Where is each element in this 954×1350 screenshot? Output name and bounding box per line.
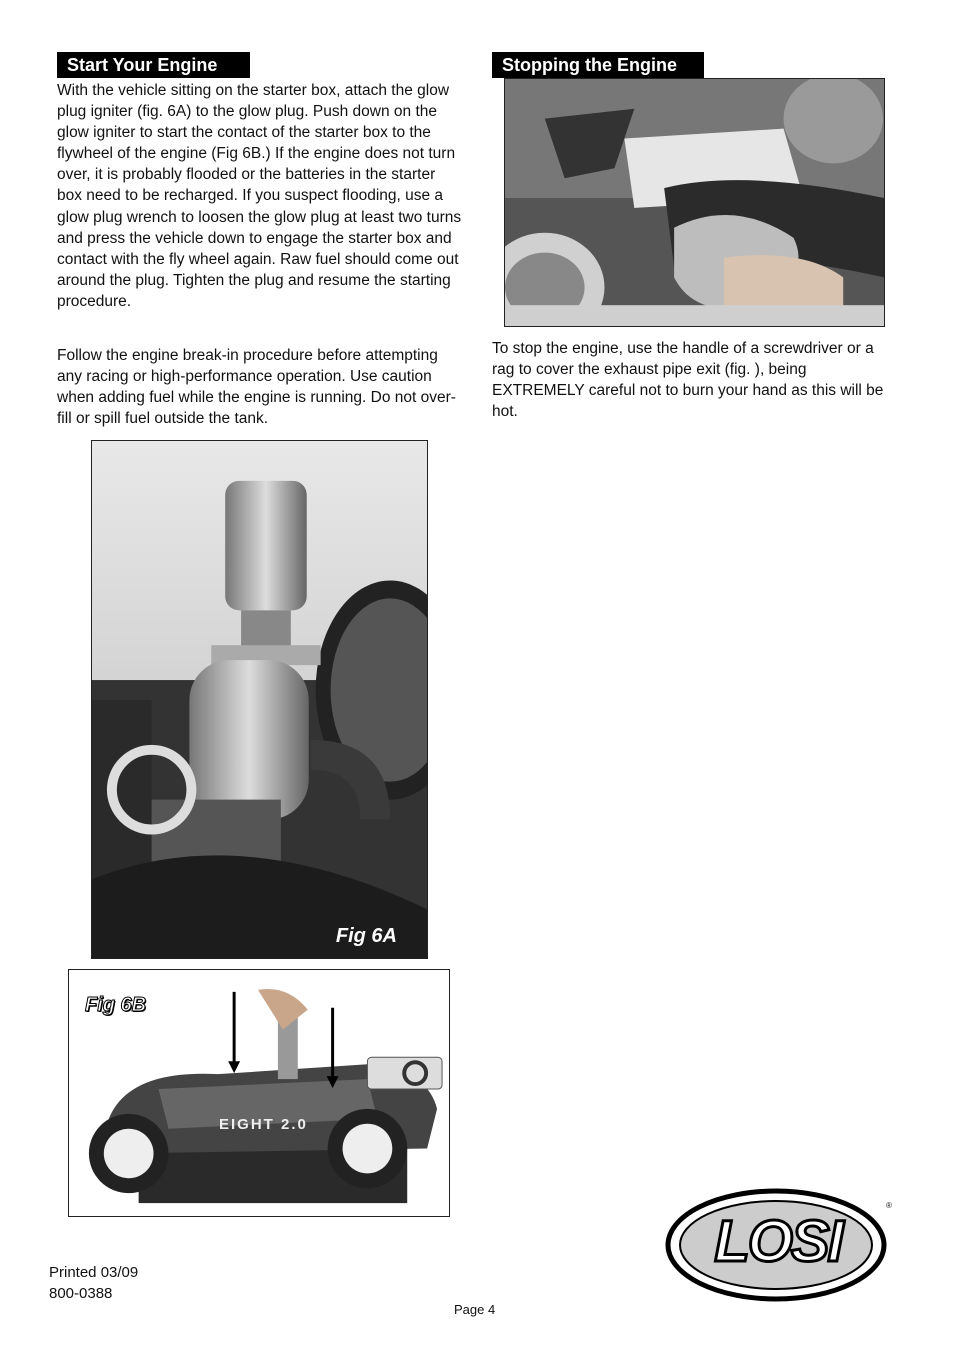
footer-part-number: 800-0388: [49, 1285, 113, 1302]
figure-6a-label: Fig 6A: [335, 925, 397, 947]
footer-printed-date: Printed 03/09: [49, 1264, 139, 1281]
section-heading-stop: Stopping the Engine: [492, 52, 704, 78]
figure-stop-engine-photo: [504, 78, 885, 327]
registered-mark: ®: [886, 1201, 892, 1210]
start-paragraph-2: Follow the engine break-in procedure before attempting any racing or high-performance operation. Use caution when adding fuel while the engine is running. Do not over-fill or spill fuel outside the tank.: [57, 347, 456, 428]
figure-6a-photo: [91, 440, 428, 959]
figure-6b-photo: [68, 969, 450, 1217]
losi-logo: [664, 1185, 894, 1305]
engine-glow-igniter-illustration: [92, 441, 427, 958]
start-paragraph-1: With the vehicle sitting on the starter box, attach the glow plug igniter (fig. 6A) to the glow plug. Push down on the glow igniter to start the contact of the starter box to the flywheel of the engine (Fig 6B.) If the engine does not turn over, it is probably flooded or the batteries in the starter box need to be recharged. If you suspect flooding, use a glow plug wrench to loosen the glow plug at least two turns and press the vehicle down to engage the starter box and contact with the fly wheel again. Raw fuel should come out around the plug. Tighten the plug and resume the starting procedure.: [57, 82, 462, 310]
losi-logo-text: LOSI: [714, 1209, 842, 1274]
car-model-logo: EIGHT 2.0: [219, 1116, 308, 1133]
page-number: Page 4: [454, 1302, 496, 1317]
rag-covering-exhaust-illustration: [505, 79, 884, 326]
figure-6b-label: Fig 6B: [85, 994, 147, 1016]
stop-paragraph: To stop the engine, use the handle of a screwdriver or a rag to cover the exhaust pipe exit (fig. ), being EXTREMELY careful not to burn your hand as this will be hot.: [492, 340, 884, 421]
section-heading-start: Start Your Engine: [57, 52, 250, 78]
